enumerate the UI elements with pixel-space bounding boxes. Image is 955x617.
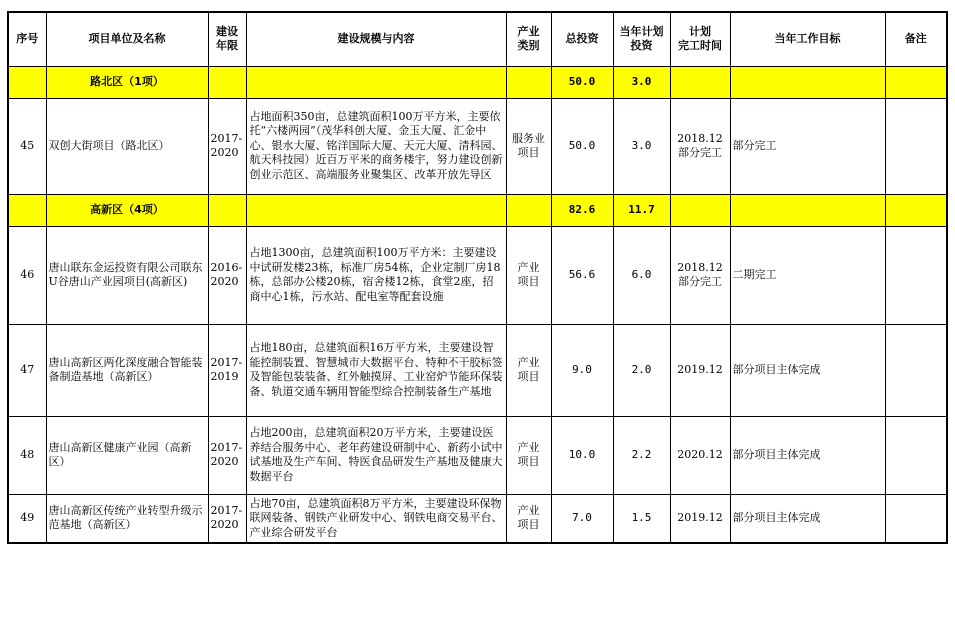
cell-remark [885, 324, 947, 416]
cell-scope: 占地200亩，总建筑面积20万平方米，主要建设医养结合服务中心、老年药建设研制中心、新药小试中试基地及生产车间、特医食品研发生产基地及健康大数据平台 [246, 416, 506, 494]
cell-finish: 2020.12 [670, 416, 730, 494]
cell-total: 7.0 [551, 494, 613, 543]
cell-finish: 2019.12 [670, 494, 730, 543]
group-period [208, 194, 246, 226]
table-row [8, 416, 947, 494]
cell-name: 双创大街项目（路北区） [46, 98, 208, 194]
cell-scope: 占地180亩，总建筑面积16万平方米，主要建设智能控制装置、智慧城市大数据平台、特种不干胶标签及智能包装装备、红外触摸屏、工业窑炉节能环保装备、轨道交通车辆用智能型综合控制装备生产基地 [246, 324, 506, 416]
header-plan: 当年计划 投资 [613, 12, 670, 66]
cell-goal: 部分项目主体完成 [730, 324, 885, 416]
header-seq: 序号 [8, 12, 46, 66]
header-name: 项目单位及名称 [46, 12, 208, 66]
cell-period: 2017- 2020 [208, 494, 246, 543]
cell-total: 9.0 [551, 324, 613, 416]
group-remark [885, 194, 947, 226]
cell-goal: 部分项目主体完成 [730, 416, 885, 494]
cell-name: 唐山高新区传统产业转型升级示范基地（高新区） [46, 494, 208, 543]
group-title: 路北区（1项） [46, 66, 208, 98]
header-period: 建设 年限 [208, 12, 246, 66]
table-row [8, 98, 947, 194]
group-scope [246, 66, 506, 98]
group-total: 82.6 [551, 194, 613, 226]
cell-goal: 部分完工 [730, 98, 885, 194]
group-title: 高新区（4项） [46, 194, 208, 226]
cell-category: 服务业 项目 [506, 98, 551, 194]
header-goal: 当年工作目标 [730, 12, 885, 66]
cell-scope: 占地面积350亩，总建筑面积100万平方米，主要依托“六楼两园”（茂华科创大厦、金玉大厦、汇金中心、银水大厦、铭洋国际大厦、天元大厦、清科园、航天科技园）近百万平米的商务楼宇，努力建设创新创业示范区、高端服务业聚集区、改革开放先导区 [246, 98, 506, 194]
cell-scope: 占地1300亩，总建筑面积100万平方米：主要建设中试研发楼23栋，标准厂房54栋，企业定制厂房18栋，总部办公楼20栋，宿舍楼12栋，食堂2座，招商中心1栋，污水站、配电室等配套设施 [246, 226, 506, 324]
cell-category: 产业 项目 [506, 494, 551, 543]
group-plan: 3.0 [613, 66, 670, 98]
group-goal [730, 194, 885, 226]
cell-remark [885, 416, 947, 494]
cell-seq: 49 [8, 494, 46, 543]
header-category: 产业 类别 [506, 12, 551, 66]
cell-finish: 2018.12 部分完工 [670, 98, 730, 194]
cell-period: 2017- 2020 [208, 98, 246, 194]
cell-total: 56.6 [551, 226, 613, 324]
cell-remark [885, 98, 947, 194]
cell-plan: 3.0 [613, 98, 670, 194]
cell-plan: 6.0 [613, 226, 670, 324]
cell-seq: 46 [8, 226, 46, 324]
cell-name: 唐山联东金运投资有限公司联东U谷唐山产业园项目(高新区) [46, 226, 208, 324]
cell-period: 2016- 2020 [208, 226, 246, 324]
header-remark: 备注 [885, 12, 947, 66]
table-row [8, 494, 947, 543]
project-table [7, 11, 948, 544]
cell-total: 10.0 [551, 416, 613, 494]
group-scope [246, 194, 506, 226]
cell-total: 50.0 [551, 98, 613, 194]
cell-goal: 二期完工 [730, 226, 885, 324]
group-finish [670, 66, 730, 98]
cell-seq: 47 [8, 324, 46, 416]
cell-finish: 2018.12 部分完工 [670, 226, 730, 324]
cell-finish: 2019.12 [670, 324, 730, 416]
cell-plan: 2.0 [613, 324, 670, 416]
cell-period: 2017- 2019 [208, 324, 246, 416]
cell-remark [885, 226, 947, 324]
group-seq [8, 194, 46, 226]
group-row [8, 66, 947, 98]
cell-scope: 占地70亩，总建筑面积8万平方米，主要建设环保物联网装备、钢铁产业研发中心、钢铁电商交易平台、产业综合研发平台 [246, 494, 506, 543]
group-seq [8, 66, 46, 98]
group-period [208, 66, 246, 98]
group-finish [670, 194, 730, 226]
cell-category: 产业 项目 [506, 324, 551, 416]
table-row [8, 324, 947, 416]
cell-period: 2017- 2020 [208, 416, 246, 494]
cell-seq: 45 [8, 98, 46, 194]
header-row [8, 12, 947, 66]
group-total: 50.0 [551, 66, 613, 98]
header-scope: 建设规模与内容 [246, 12, 506, 66]
group-row [8, 194, 947, 226]
cell-category: 产业 项目 [506, 416, 551, 494]
group-category [506, 194, 551, 226]
cell-category: 产业 项目 [506, 226, 551, 324]
cell-seq: 48 [8, 416, 46, 494]
group-category [506, 66, 551, 98]
table-row [8, 226, 947, 324]
cell-remark [885, 494, 947, 543]
cell-name: 唐山高新区两化深度融合智能装备制造基地（高新区） [46, 324, 208, 416]
group-goal [730, 66, 885, 98]
cell-name: 唐山高新区健康产业园（高新区） [46, 416, 208, 494]
group-remark [885, 66, 947, 98]
cell-goal: 部分项目主体完成 [730, 494, 885, 543]
group-plan: 11.7 [613, 194, 670, 226]
cell-plan: 1.5 [613, 494, 670, 543]
header-finish: 计划 完工时间 [670, 12, 730, 66]
cell-plan: 2.2 [613, 416, 670, 494]
header-total: 总投资 [551, 12, 613, 66]
